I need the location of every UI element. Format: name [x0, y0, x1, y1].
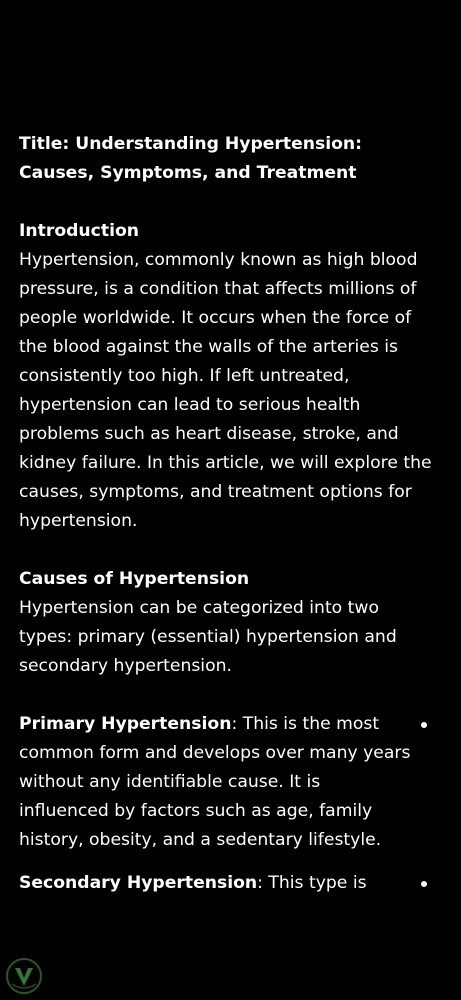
list-item-primary-hypertension: [19, 710, 414, 855]
section-heading-causes: Causes of Hypertension: [19, 569, 250, 589]
section-body-introduction: Hypertension, commonly known as high blood pressure, is a condition that affects millions of people worldwide. It occurs when the force of the blood against the walls of the arteries is consistently too high. If left untreated, hypertension can lead to serious health problems such as heart disease, stroke, and kidney failure. In this article, we will explore the causes, symptoms, and treatment options for hypertension.: [19, 250, 432, 531]
bottom-blank-area: [0, 894, 461, 1000]
section-body-causes: Hypertension can be categorized into two types: primary (essential) hypertension and secondary hypertension.: [19, 598, 397, 676]
list-item-text: : This is the most common form and develops over many years without any identifiable cause. It is influenced by factors such as age, family history, obesity, and a sedentary lifestyle.: [19, 714, 411, 850]
article: [19, 130, 437, 855]
bullet-icon: [421, 881, 427, 887]
spacer: [19, 536, 437, 565]
section-heading-introduction: Introduction: [19, 221, 140, 241]
list-item-text: : This type is: [257, 873, 367, 893]
shield-logo-icon: [4, 956, 44, 996]
list-item-term: Primary Hypertension: [19, 714, 232, 734]
spacer: [19, 681, 437, 710]
list-item-term: Secondary Hypertension: [19, 873, 258, 893]
bullet-icon: [421, 722, 427, 728]
list-item-secondary-hypertension-clipped: [19, 874, 439, 894]
article-title: Title: Understanding Hypertension: Causes, Symptoms, and Treatment: [19, 134, 363, 183]
spacer: [19, 188, 437, 217]
